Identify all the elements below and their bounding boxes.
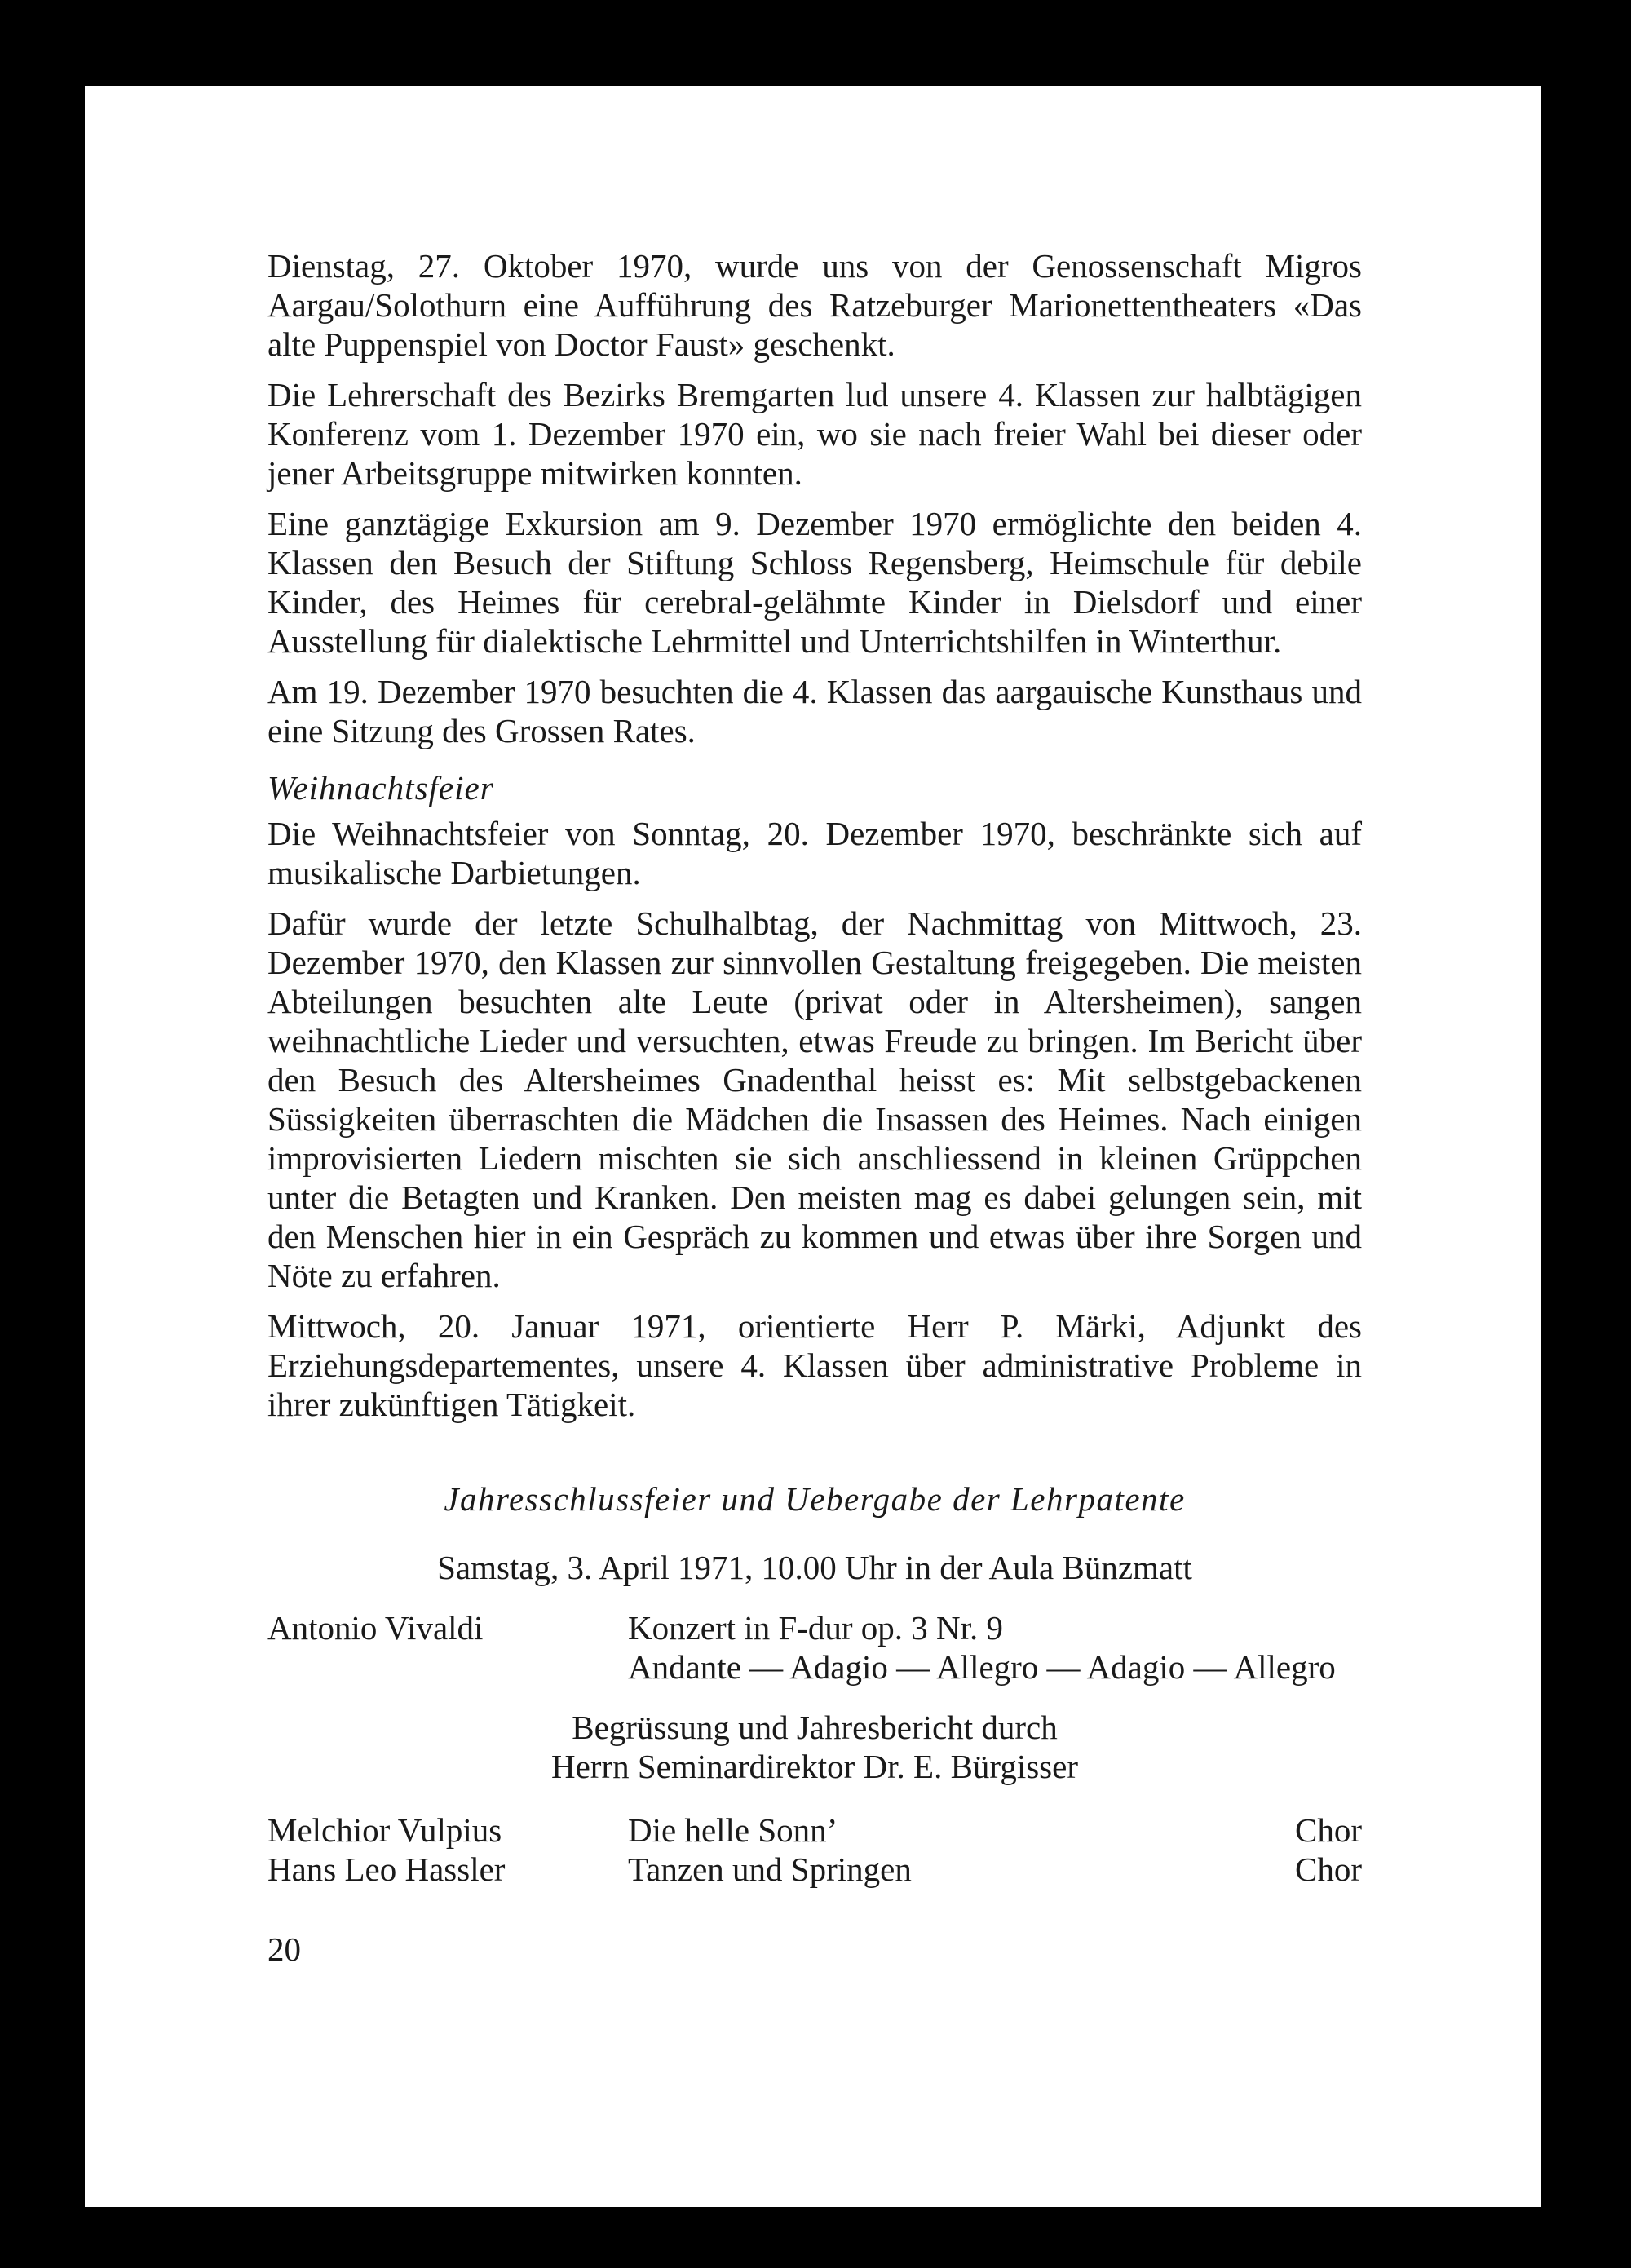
paragraph-weihnachtsfeier: Die Weihnachtsfeier von Sonntag, 20. Dezember 1970, beschränkte sich auf musikalische Darbietungen. [267, 815, 1362, 891]
address-line-2: Herrn Seminardirektor Dr. E. Bürgisser [551, 1748, 1078, 1785]
weihnachtsfeier-heading: Weihnachtsfeier [267, 769, 494, 807]
composer-name: Melchior Vulpius [267, 1811, 502, 1849]
program-row-vulpius [267, 1810, 1362, 1850]
performer-name: Chor [1295, 1850, 1362, 1888]
paragraph-maerki: Mittwoch, 20. Januar 1971, orientierte Herr P. Märki, Adjunkt des Erziehungsdepartementes, unsere 4. Klassen über administrative Probleme in ihrer zukünftigen Tätigkeit. [267, 1307, 1362, 1423]
paragraph-schulhalbtag: Dafür wurde der letzte Schulhalbtag, der Nachmittag von Mittwoch, 23. Dezember 1970, den Klassen zur sinnvollen Gestaltung freigegeben. Die meisten Abteilungen besuchten alte Leute (privat oder in Altersheimen), sangen weihnachtliche Lieder und versuchten, etwas Freude zu bringen. Im Bericht über den Besuch des Altersheimes Gnadenthal heisst es: Mit selbstgebackenen Süssigkeiten überraschten die Mädchen die Insassen des Heimes. Nach einigen improvisierten Liedern mischten sie sich anschliessend in kleinen Grüppchen unter die Betagten und Kranken. Den meisten mag es dabei gelungen sein, mit den Menschen hier in ein Gespräch zu kommen und etwas über ihre Sorgen und Nöte zu erfahren. [267, 904, 1362, 1294]
paragraph-faust: Dienstag, 27. Oktober 1970, wurde uns von der Genossenschaft Migros Aargau/Solothurn eine Aufführung des Ratzeburger Marionettentheaters «Das alte Puppenspiel von Doctor Faust» geschenkt. [267, 247, 1362, 363]
composer-name: Hans Leo Hassler [267, 1850, 506, 1888]
work-block [628, 1608, 1362, 1687]
paragraph-kunsthaus: Am 19. Dezember 1970 besuchten die 4. Klassen das aargauische Kunsthaus und eine Sitzung des Grossen Rates. [267, 673, 1362, 749]
work-title: Tanzen und Springen [628, 1850, 912, 1888]
program-row-vivaldi [267, 1608, 1362, 1687]
page-content [267, 246, 1362, 1969]
paragraph-exkursion: Eine ganztägige Exkursion am 9. Dezember 1970 ermöglichte den beiden 4. Klassen den Besuch der Stiftung Schloss Regensberg, Heimschule für debile Kinder, des Heimes für cerebral-gelähmte Kinder in Dielsdorf und einer Ausstellung für dialektische Lehrmittel und Unterrichtshilfen in Winterthur. [267, 505, 1362, 660]
paragraph-konferenz: Die Lehrerschaft des Bezirks Bremgarten lud unsere 4. Klassen zur halbtägigen Konferenz vom 1. Dezember 1970 ein, wo sie nach freier Wahl bei dieser oder jener Arbeitsgruppe mitwirken konnten. [267, 376, 1362, 492]
program-row-hassler [267, 1850, 1362, 1889]
address-line-1: Begrüssung und Jahresbericht durch [572, 1709, 1058, 1746]
performer-name: Chor [1295, 1811, 1362, 1849]
document-page [85, 86, 1541, 2207]
event-date-line: Samstag, 3. April 1971, 10.00 Uhr in der Aula Bünzmatt [437, 1549, 1192, 1586]
page-number: 20 [267, 1930, 301, 1968]
work-movements: Andante — Adagio — Allegro — Adagio — Allegro [628, 1648, 1336, 1686]
composer-name: Antonio Vivaldi [267, 1609, 484, 1647]
address-block [267, 1708, 1362, 1786]
jahresschluss-title: Jahresschlussfeier und Uebergabe der Lehrpatente [444, 1480, 1186, 1518]
work-title: Konzert in F-dur op. 3 Nr. 9 [628, 1609, 1004, 1647]
work-title: Die helle Sonn’ [628, 1811, 838, 1849]
